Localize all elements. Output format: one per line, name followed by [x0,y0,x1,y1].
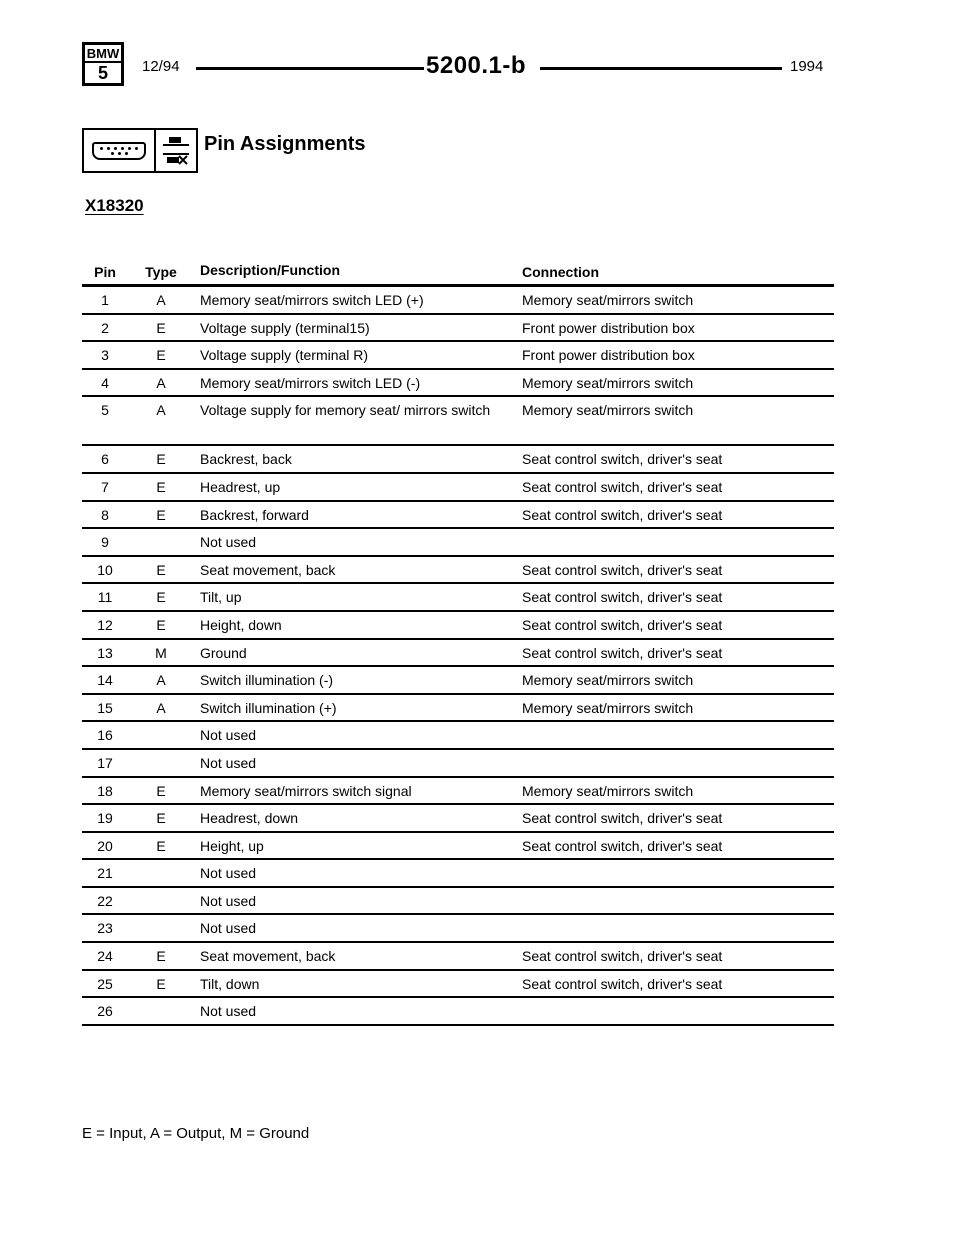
header-rule-left [196,67,424,70]
description-cell: Switch illumination (-) [200,672,334,689]
bmw-logo [82,42,124,86]
connection-cell: Memory seat/mirrors switch [522,672,694,689]
table-row [82,750,834,778]
type-cell [128,915,194,941]
pin-cell: 12 [97,616,113,633]
type-cell: M [155,644,167,661]
pin-cell: 23 [97,920,113,937]
table-row [82,860,834,888]
table-row [82,474,834,502]
type-cell: A [156,374,166,391]
column-header-type: Type [145,264,177,280]
table-row [82,640,834,668]
table-row [82,915,834,943]
table-row [82,833,834,861]
column-header-pin: Pin [94,264,116,280]
description-cell: Not used [200,727,257,744]
pin-assignment-icon [156,130,196,171]
connection-cell: Seat control switch, driver's seat [522,644,723,661]
table-row [82,342,834,370]
pin-cell: 13 [97,644,113,661]
type-cell [128,750,194,776]
connection-cell: Seat control switch, driver's seat [522,451,723,468]
pin-cell: 14 [97,672,113,689]
type-cell: E [156,589,166,606]
type-cell: E [156,782,166,799]
connection-cell: Seat control switch, driver's seat [522,478,723,495]
connection-cell [516,888,834,914]
table-header [82,258,834,287]
type-cell: A [156,672,166,689]
pin-cell: 25 [97,975,113,992]
connection-cell: Seat control switch, driver's seat [522,975,723,992]
description-cell: Backrest, back [200,451,292,468]
type-cell: E [156,837,166,854]
section-icon-box [82,128,198,173]
table-row [82,888,834,916]
description-cell: Height, up [200,837,264,854]
connection-cell: Memory seat/mirrors switch [522,782,694,799]
table-row [82,502,834,530]
type-cell: A [156,292,166,308]
connector-id: X18320 [85,196,144,215]
table-row [82,446,834,474]
description-cell: Backrest, forward [200,506,309,523]
table-row [82,998,834,1026]
connection-cell: Seat control switch, driver's seat [522,506,723,523]
description-cell: Not used [200,920,257,937]
pin-cell: 1 [101,292,109,308]
logo-model: 5 [97,63,108,83]
description-cell: Seat movement, back [200,561,336,578]
type-cell: E [156,478,166,495]
connection-cell: Memory seat/mirrors switch [522,699,694,716]
header-year: 1994 [790,58,824,75]
connection-cell: Memory seat/mirrors switch [522,374,694,391]
table-row [82,370,834,398]
type-cell: E [156,561,166,578]
table-row [82,805,834,833]
description-cell: Memory seat/mirrors switch LED (+) [200,292,424,308]
table-row [82,612,834,640]
type-cell [128,860,194,886]
connection-cell [516,722,834,748]
pin-cell: 19 [97,810,113,827]
type-cell [128,529,194,555]
connection-cell: Memory seat/mirrors switch [522,292,694,308]
pin-cell: 15 [97,699,113,716]
description-cell: Headrest, up [200,478,281,495]
header-rule-right [540,67,782,70]
type-cell: A [156,699,166,716]
section-title: Pin Assignments [204,133,366,155]
description-cell: Voltage supply (terminal R) [200,347,369,364]
description-cell: Not used [200,1003,257,1020]
type-cell: E [156,451,166,468]
pin-cell: 18 [97,782,113,799]
connection-cell: Seat control switch, driver's seat [522,837,723,854]
type-cell: E [156,948,166,965]
pin-cell: 2 [101,319,109,336]
pin-cell: 4 [101,374,109,391]
description-cell: Memory seat/mirrors switch signal [200,782,412,799]
pin-cell: 20 [97,837,113,854]
type-cell: A [156,402,166,419]
table-row [82,943,834,971]
connection-cell: Front power distribution box [522,319,695,336]
pin-cell: 26 [97,1003,113,1020]
table-row [82,778,834,806]
connection-cell: Seat control switch, driver's seat [522,561,723,578]
connection-cell [516,860,834,886]
description-cell: Not used [200,534,257,551]
description-cell: Tilt, down [200,975,260,992]
type-cell: E [156,319,166,336]
table-row [82,397,834,446]
table-row [82,584,834,612]
connection-cell: Front power distribution box [522,347,695,364]
type-legend: E = Input, A = Output, M = Ground [82,1125,310,1142]
logo-brand: BMW [86,46,120,61]
connection-cell: Seat control switch, driver's seat [522,948,723,965]
description-cell: Not used [200,754,257,771]
document-code: 5200.1-b [426,52,527,79]
pin-cell: 6 [101,451,109,468]
table-row [82,722,834,750]
pin-cell: 9 [101,534,109,551]
type-cell [128,888,194,914]
description-cell: Voltage supply for memory seat/ mirrors switch [200,402,491,419]
connection-cell [516,998,834,1024]
description-cell: Seat movement, back [200,948,336,965]
pin-cell: 5 [101,402,109,419]
connection-cell: Memory seat/mirrors switch [522,402,694,419]
table-row [82,287,834,315]
pin-cell: 11 [97,589,113,606]
type-cell: E [156,616,166,633]
pin-cell: 8 [101,506,109,523]
description-cell: Tilt, up [200,589,242,606]
column-header-connection: Connection [522,264,599,280]
pin-cell: 3 [101,347,109,364]
description-cell: Not used [200,892,257,909]
description-cell: Not used [200,865,257,882]
table-row [82,315,834,343]
table-row [82,529,834,557]
pin-cell: 16 [97,727,113,744]
type-cell: E [156,347,166,364]
table-row [82,557,834,585]
description-cell: Voltage supply (terminal15) [200,319,370,336]
type-cell [128,722,194,748]
connection-cell [516,529,834,555]
connection-cell: Seat control switch, driver's seat [522,810,723,827]
type-cell: E [156,810,166,827]
type-cell: E [156,975,166,992]
type-cell: E [156,506,166,523]
table-row [82,695,834,723]
pin-cell: 22 [97,892,113,909]
connection-cell: Seat control switch, driver's seat [522,589,723,606]
connector-icon [84,130,156,171]
description-cell: Ground [200,644,247,661]
description-cell: Switch illumination (+) [200,699,337,716]
connection-cell [516,750,834,776]
pin-table [82,258,834,1026]
pin-cell: 24 [97,948,113,965]
connection-cell: Seat control switch, driver's seat [522,616,723,633]
table-row [82,667,834,695]
table-row [82,971,834,999]
pin-cell: 7 [101,478,109,495]
pin-cell: 10 [97,561,113,578]
type-cell [128,998,194,1024]
header-date: 12/94 [142,58,180,75]
description-cell: Height, down [200,616,282,633]
description-cell: Headrest, down [200,810,299,827]
column-header-description: Description/Function [200,262,340,278]
pin-cell: 17 [97,754,113,771]
description-cell: Memory seat/mirrors switch LED (-) [200,374,421,391]
pin-cell: 21 [97,865,113,882]
connection-cell [516,915,834,941]
